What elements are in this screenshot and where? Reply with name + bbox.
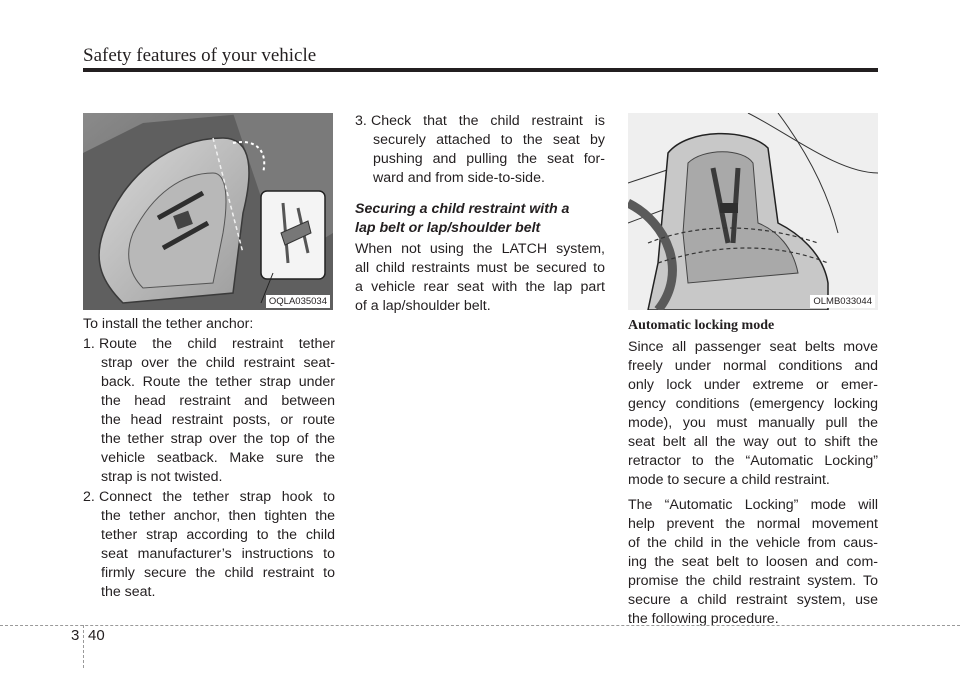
automatic-locking-paragraph-2 [628, 496, 878, 629]
paragraph-line: When not using the LATCH system, [355, 241, 605, 257]
child-seat-lap-belt-illustration [628, 113, 878, 310]
paragraph-line: mode), you must manually pull the [628, 415, 878, 431]
step-2-line: tether strap according to the child [101, 527, 335, 543]
paragraph-line: seat belt all the way out to shift the [628, 434, 878, 450]
step-2-text [83, 488, 335, 602]
paragraph-line: all child restraints must be secured to [355, 260, 605, 276]
step-3-line: securely attached to the seat by [373, 132, 605, 148]
page-number: 40 [88, 627, 105, 644]
step-1-number: 1. [83, 336, 95, 352]
step-3-line: Check that the child restraint is [371, 113, 605, 129]
section-heading-lap-belt [355, 200, 605, 238]
step-3-line: pushing and pulling the seat for- [373, 151, 605, 167]
step-3-line: ward and from side-to-side. [373, 170, 545, 186]
lap-belt-paragraph [355, 240, 605, 316]
step-1-line: the head restraint and between [101, 393, 335, 409]
paragraph-line: secure a child restraint system, use [628, 592, 878, 608]
footer-dashed-divider [83, 625, 84, 668]
child-seat-lap-belt-drawing [628, 113, 878, 310]
paragraph-line: ing the seat belt to loosen and com- [628, 554, 878, 570]
paragraph-line: of a lap/shoulder belt. [355, 298, 491, 314]
figure-caption-right: OLMB033044 [810, 295, 875, 308]
step-1-line: strap over the child restraint seat- [101, 355, 335, 371]
paragraph-line: the following procedure. [628, 611, 779, 627]
step-1-line: strap is not twisted. [101, 469, 223, 485]
step-2-line: the tether anchor, then tighten the [101, 508, 335, 524]
figure-caption-left: OQLA035034 [266, 295, 330, 308]
header-rule [83, 68, 878, 72]
paragraph-line: promise the child restraint system. To [628, 573, 878, 589]
tether-intro: To install the tether anchor: [83, 316, 254, 332]
step-3-number: 3. [355, 113, 367, 129]
paragraph-line: help prevent the normal movement [628, 516, 878, 532]
step-1-text [83, 335, 335, 487]
page-header-title: Safety features of your vehicle [83, 45, 317, 66]
paragraph-line: mode to secure a child restraint. [628, 472, 830, 488]
step-2-line: firmly secure the child restraint to [101, 565, 335, 581]
step-2-number: 2. [83, 489, 95, 505]
paragraph-line: The “Automatic Locking” mode will [628, 497, 878, 513]
paragraph-line: a vehicle rear seat with the lap part [355, 279, 605, 295]
footer-dashed-rule [0, 625, 960, 626]
paragraph-line: retractor to the “Automatic Locking” [628, 453, 878, 469]
paragraph-line: of the child in the vehicle from caus- [628, 535, 878, 551]
step-1-line: vehicle seatback. Make sure the [101, 450, 335, 466]
step-2-line: seat manufacturer’s instructions to [101, 546, 335, 562]
paragraph-line: Since all passenger seat belts move [628, 339, 878, 355]
heading-line: lap belt or lap/shoulder belt [355, 220, 541, 236]
paragraph-line: only lock under extreme or emer- [628, 377, 878, 393]
step-1-line: the head restraint posts, or route [101, 412, 335, 428]
paragraph-line: freely under normal conditions and [628, 358, 878, 374]
paragraph-line: gency conditions (emergency locking [628, 396, 878, 412]
step-2-line: Connect the tether strap hook to [99, 489, 335, 505]
child-seat-tether-drawing [83, 113, 333, 310]
heading-line: Securing a child restraint with a [355, 201, 570, 217]
step-1-line: the tether strap over the top of the [101, 431, 335, 447]
section-heading-automatic-locking: Automatic locking mode [628, 318, 775, 333]
step-1-line: Route the child restraint tether [99, 336, 335, 352]
chapter-number: 3 [71, 627, 80, 644]
step-2-line: the seat. [101, 584, 156, 600]
child-seat-tether-illustration [83, 113, 333, 310]
step-3-text [355, 112, 605, 188]
automatic-locking-paragraph-1 [628, 338, 878, 490]
step-1-line: back. Route the tether strap under [101, 374, 335, 390]
